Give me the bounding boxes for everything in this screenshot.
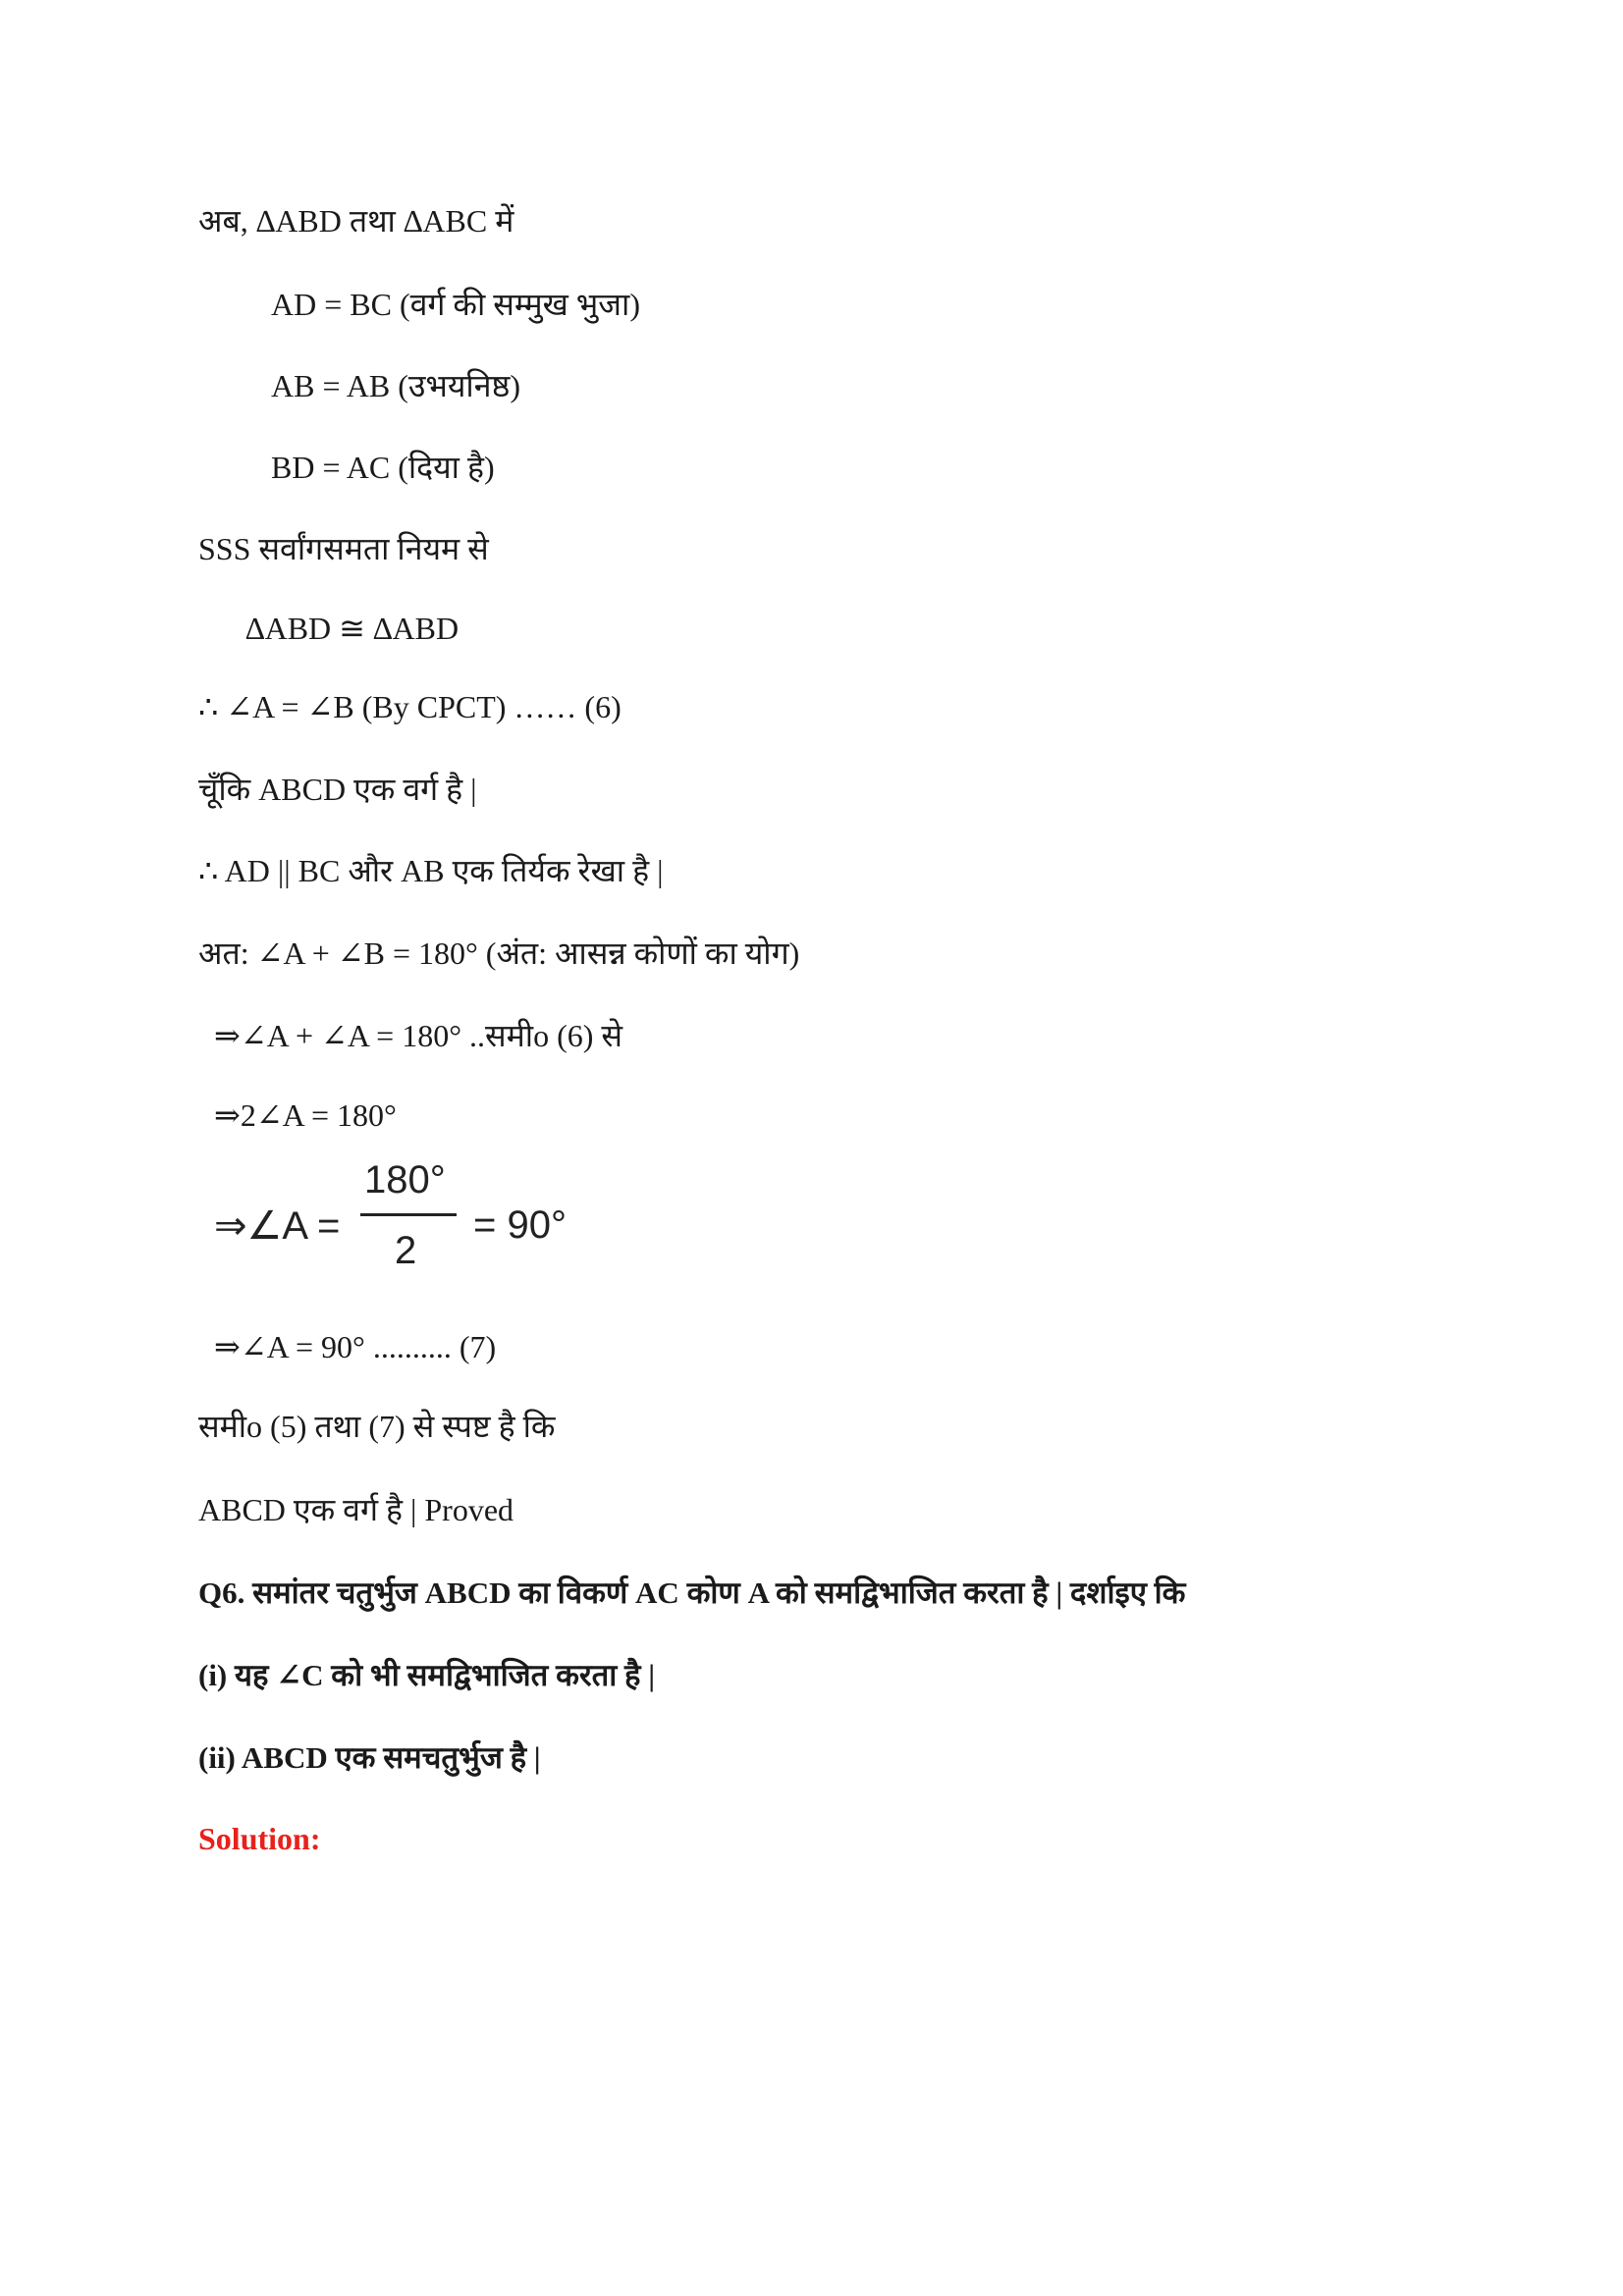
text-line: AB = AB (उभयनिष्ठ)	[271, 368, 520, 403]
text-line: AD = BC (वर्ग की सम्मुख भुजा)	[271, 287, 640, 322]
text-line: ABCD एक वर्ग है | Proved	[198, 1492, 514, 1527]
text-line: अब, ∆ABD तथा ∆ABC में	[198, 203, 514, 239]
fraction-equation	[202, 1158, 583, 1291]
text-line: ⇒2∠A = 180°	[214, 1097, 397, 1133]
text-line: SSS सर्वांगसमता नियम से	[198, 531, 489, 566]
fraction-denominator: 2	[395, 1229, 417, 1272]
text-line: ⇒∠A + ∠A = 180° ..समीo (6) से	[214, 1018, 623, 1053]
text-line: ∆ABD ≅ ∆ABD	[245, 611, 460, 646]
text-line: ⇒∠A = 90° .......... (7)	[214, 1329, 497, 1364]
text-line: अत: ∠A + ∠B = 180° (अंत: आसन्न कोणों का योग)	[198, 935, 800, 971]
solution-label: Solution:	[198, 1821, 321, 1856]
fraction-bar	[360, 1213, 457, 1216]
question-heading: Q6. समांतर चतुर्भुज ABCD का विकर्ण AC कोण A को समद्विभाजित करता है | दर्शाइए कि	[198, 1575, 1186, 1610]
text-line: BD = AC (दिया है)	[271, 450, 495, 485]
fraction-numerator: 180°	[364, 1158, 446, 1201]
text-line: समीo (5) तथा (7) से स्पष्ट है कि	[198, 1409, 556, 1444]
fraction-rhs: = 90°	[473, 1203, 567, 1247]
text-line: ∴ AD || BC और AB एक तिर्यक रेखा है |	[198, 853, 664, 888]
question-part-i: (i) यह ∠C को भी समद्विभाजित करता है |	[198, 1658, 656, 1692]
fraction-lhs: ⇒∠A =	[214, 1204, 341, 1248]
question-part-ii: (ii) ABCD एक समचतुर्भुज है |	[198, 1740, 541, 1775]
text-line: ∴ ∠A = ∠B (By CPCT) …… (6)	[198, 689, 622, 724]
text-line: चूँकि ABCD एक वर्ग है |	[198, 772, 477, 807]
